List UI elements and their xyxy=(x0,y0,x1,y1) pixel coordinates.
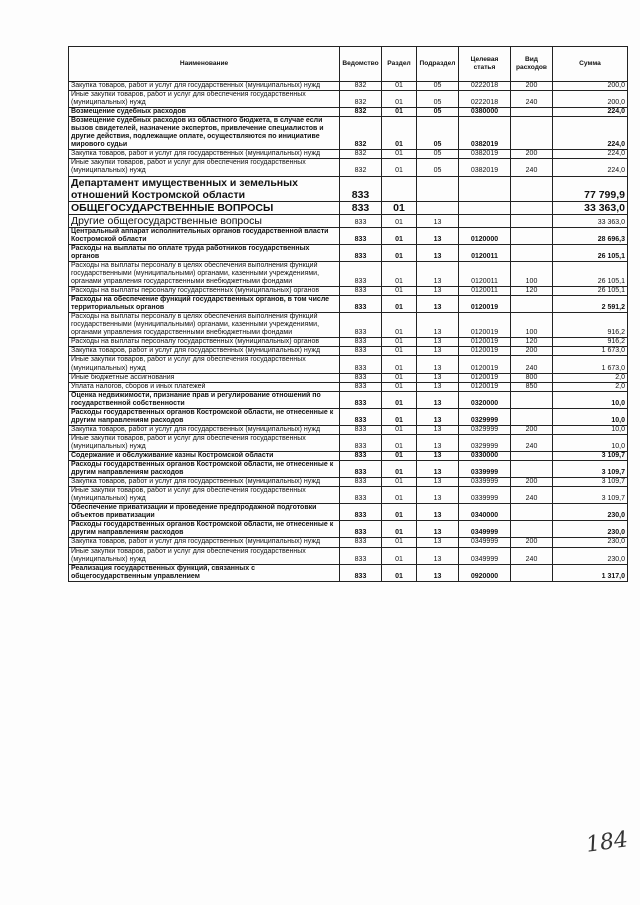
cell-article: 0222018 xyxy=(459,91,511,108)
cell-name: Возмещение судебных расходов из областного бюджета, в случае если вызов свидетелей, назначение экспертов, привлечение специалистов и другие действия, подлежащие оплате, осуществляются по инициативе мирового судьи xyxy=(69,117,340,150)
cell-subsection: 13 xyxy=(417,214,459,227)
cell-name: Расходы государственных органов Костромской области, не отнесенные к другим направлениям расходов xyxy=(69,521,340,538)
cell-subsection: 13 xyxy=(417,382,459,391)
table-row xyxy=(69,487,628,504)
table-row xyxy=(69,461,628,478)
cell-dept: 832 xyxy=(340,108,382,117)
cell-exp-type xyxy=(511,227,553,244)
cell-sum: 230,0 xyxy=(553,538,628,547)
cell-name: Расходы государственных органов Костромской области, не отнесенные к другим направлениям расходов xyxy=(69,461,340,478)
table-row xyxy=(69,296,628,313)
table-row xyxy=(69,91,628,108)
cell-exp-type xyxy=(511,176,553,201)
cell-section: 01 xyxy=(382,313,417,338)
table-row xyxy=(69,244,628,261)
cell-exp-type xyxy=(511,521,553,538)
cell-exp-type: 240 xyxy=(511,547,553,564)
cell-subsection: 13 xyxy=(417,461,459,478)
cell-section: 01 xyxy=(382,91,417,108)
cell-name: Иные закупки товаров, работ и услуг для обеспечения государственных (муниципальных) нужд xyxy=(69,91,340,108)
cell-subsection: 13 xyxy=(417,287,459,296)
cell-dept: 833 xyxy=(340,338,382,347)
cell-dept: 833 xyxy=(340,461,382,478)
cell-subsection: 05 xyxy=(417,82,459,91)
cell-exp-type xyxy=(511,214,553,227)
cell-dept: 833 xyxy=(340,564,382,581)
cell-article: 0120019 xyxy=(459,347,511,356)
cell-article: 0349999 xyxy=(459,521,511,538)
cell-exp-type xyxy=(511,244,553,261)
col-header-exp-type: Вид расходов xyxy=(511,47,553,82)
cell-section: 01 xyxy=(382,538,417,547)
cell-name: Иные закупки товаров, работ и услуг для обеспечения государственных (муниципальных) нужд xyxy=(69,159,340,176)
table-row xyxy=(69,82,628,91)
cell-article xyxy=(459,176,511,201)
cell-exp-type: 100 xyxy=(511,313,553,338)
cell-sum: 2 591,2 xyxy=(553,296,628,313)
cell-article: 0329999 xyxy=(459,434,511,451)
cell-sum: 77 799,9 xyxy=(553,176,628,201)
cell-name: Возмещение судебных расходов xyxy=(69,108,340,117)
cell-article: 0120011 xyxy=(459,261,511,286)
cell-name: Центральный аппарат исполнительных органов государственной власти Костромской области xyxy=(69,227,340,244)
cell-dept: 833 xyxy=(340,261,382,286)
table-row xyxy=(69,538,628,547)
cell-sum: 230,0 xyxy=(553,547,628,564)
cell-article: 0330000 xyxy=(459,451,511,460)
col-header-name: Наименование xyxy=(69,47,340,82)
cell-exp-type: 240 xyxy=(511,434,553,451)
cell-subsection: 13 xyxy=(417,244,459,261)
cell-exp-type: 200 xyxy=(511,347,553,356)
cell-section: 01 xyxy=(382,150,417,159)
cell-sum: 200,0 xyxy=(553,91,628,108)
table-row xyxy=(69,159,628,176)
table-row xyxy=(69,201,628,214)
col-header-subsection: Подраздел xyxy=(417,47,459,82)
cell-section: 01 xyxy=(382,391,417,408)
cell-article: 0222018 xyxy=(459,82,511,91)
cell-article: 0329999 xyxy=(459,425,511,434)
cell-article: 0382019 xyxy=(459,150,511,159)
cell-section: 01 xyxy=(382,214,417,227)
table-row xyxy=(69,338,628,347)
table-row xyxy=(69,451,628,460)
cell-section: 01 xyxy=(382,504,417,521)
cell-article: 0120019 xyxy=(459,373,511,382)
cell-dept: 833 xyxy=(340,176,382,201)
cell-name: Иные закупки товаров, работ и услуг для обеспечения государственных (муниципальных) нужд xyxy=(69,356,340,373)
cell-sum: 26 105,1 xyxy=(553,244,628,261)
cell-subsection: 13 xyxy=(417,313,459,338)
cell-name: Закупка товаров, работ и услуг для государственных (муниципальных) нужд xyxy=(69,478,340,487)
cell-article: 0380000 xyxy=(459,108,511,117)
cell-name: Расходы на обеспечение функций государственных органов, в том числе территориальных органов xyxy=(69,296,340,313)
cell-section: 01 xyxy=(382,382,417,391)
cell-sum: 1 317,0 xyxy=(553,564,628,581)
cell-sum: 200,0 xyxy=(553,82,628,91)
cell-dept: 833 xyxy=(340,373,382,382)
cell-sum: 26 105,1 xyxy=(553,287,628,296)
cell-subsection: 13 xyxy=(417,227,459,244)
cell-exp-type xyxy=(511,461,553,478)
cell-subsection: 13 xyxy=(417,356,459,373)
cell-name: Оценка недвижимости, признание прав и регулирование отношений по государственной собственности xyxy=(69,391,340,408)
cell-section: 01 xyxy=(382,108,417,117)
cell-dept: 832 xyxy=(340,117,382,150)
cell-dept: 833 xyxy=(340,214,382,227)
cell-article: 0349999 xyxy=(459,538,511,547)
cell-sum: 28 696,3 xyxy=(553,227,628,244)
cell-sum: 10,0 xyxy=(553,408,628,425)
cell-subsection: 13 xyxy=(417,564,459,581)
cell-name: Закупка товаров, работ и услуг для государственных (муниципальных) нужд xyxy=(69,150,340,159)
cell-dept: 833 xyxy=(340,356,382,373)
cell-exp-type: 200 xyxy=(511,538,553,547)
cell-exp-type xyxy=(511,564,553,581)
cell-section: 01 xyxy=(382,287,417,296)
cell-section: 01 xyxy=(382,434,417,451)
cell-exp-type: 240 xyxy=(511,356,553,373)
cell-sum: 224,0 xyxy=(553,159,628,176)
cell-dept: 833 xyxy=(340,521,382,538)
cell-section: 01 xyxy=(382,451,417,460)
cell-subsection: 13 xyxy=(417,504,459,521)
cell-sum: 26 105,1 xyxy=(553,261,628,286)
cell-subsection: 13 xyxy=(417,434,459,451)
cell-subsection: 13 xyxy=(417,451,459,460)
cell-name: Расходы на выплаты персоналу государственных (муниципальных) органов xyxy=(69,338,340,347)
cell-dept: 833 xyxy=(340,451,382,460)
cell-sum: 1 673,0 xyxy=(553,347,628,356)
cell-sum: 10,0 xyxy=(553,391,628,408)
cell-dept: 833 xyxy=(340,382,382,391)
table-row xyxy=(69,391,628,408)
cell-subsection: 13 xyxy=(417,521,459,538)
table-row xyxy=(69,504,628,521)
cell-exp-type: 850 xyxy=(511,382,553,391)
cell-subsection: 05 xyxy=(417,159,459,176)
cell-exp-type xyxy=(511,504,553,521)
col-header-section: Раздел xyxy=(382,47,417,82)
cell-sum: 33 363,0 xyxy=(553,201,628,214)
cell-section: 01 xyxy=(382,159,417,176)
table-row xyxy=(69,214,628,227)
table-row xyxy=(69,287,628,296)
cell-dept: 833 xyxy=(340,425,382,434)
cell-sum: 3 109,7 xyxy=(553,451,628,460)
cell-section: 01 xyxy=(382,82,417,91)
cell-article: 0339999 xyxy=(459,487,511,504)
cell-dept: 833 xyxy=(340,487,382,504)
cell-subsection: 13 xyxy=(417,408,459,425)
table-row xyxy=(69,425,628,434)
table-row xyxy=(69,227,628,244)
cell-dept: 833 xyxy=(340,227,382,244)
cell-subsection: 13 xyxy=(417,296,459,313)
cell-section: 01 xyxy=(382,356,417,373)
cell-section: 01 xyxy=(382,478,417,487)
cell-subsection: 05 xyxy=(417,108,459,117)
cell-article: 0120019 xyxy=(459,313,511,338)
cell-sum: 916,2 xyxy=(553,338,628,347)
cell-dept: 832 xyxy=(340,150,382,159)
cell-dept: 833 xyxy=(340,287,382,296)
cell-subsection: 05 xyxy=(417,91,459,108)
cell-name: Обеспечение приватизации и проведение предпродажной подготовки объектов приватизации xyxy=(69,504,340,521)
cell-sum: 33 363,0 xyxy=(553,214,628,227)
cell-exp-type xyxy=(511,117,553,150)
cell-exp-type: 200 xyxy=(511,150,553,159)
cell-dept: 833 xyxy=(340,408,382,425)
cell-subsection: 05 xyxy=(417,150,459,159)
cell-name: Расходы на выплаты персоналу в целях обеспечения выполнения функций государственными (муниципальными) органами, казенными учреждениями, органами управления государственными внебюджетными фондами xyxy=(69,261,340,286)
cell-name: Закупка товаров, работ и услуг для государственных (муниципальных) нужд xyxy=(69,82,340,91)
cell-sum: 916,2 xyxy=(553,313,628,338)
cell-section: 01 xyxy=(382,547,417,564)
table-row xyxy=(69,434,628,451)
cell-dept: 833 xyxy=(340,201,382,214)
cell-article: 0339999 xyxy=(459,461,511,478)
table-row xyxy=(69,356,628,373)
cell-section: 01 xyxy=(382,461,417,478)
table-header-row xyxy=(69,47,628,82)
table-row xyxy=(69,382,628,391)
cell-dept: 833 xyxy=(340,434,382,451)
cell-sum: 230,0 xyxy=(553,504,628,521)
cell-article xyxy=(459,214,511,227)
cell-exp-type xyxy=(511,451,553,460)
cell-sum: 2,0 xyxy=(553,373,628,382)
cell-sum: 230,0 xyxy=(553,521,628,538)
cell-section: 01 xyxy=(382,201,417,214)
cell-name: Расходы государственных органов Костромской области, не отнесенные к другим направлениям расходов xyxy=(69,408,340,425)
cell-exp-type: 240 xyxy=(511,91,553,108)
cell-sum: 224,0 xyxy=(553,117,628,150)
table-row xyxy=(69,313,628,338)
cell-article xyxy=(459,201,511,214)
cell-article: 0349999 xyxy=(459,547,511,564)
cell-sum: 224,0 xyxy=(553,108,628,117)
table-row xyxy=(69,117,628,150)
cell-exp-type xyxy=(511,391,553,408)
cell-section: 01 xyxy=(382,338,417,347)
cell-article: 0120011 xyxy=(459,244,511,261)
cell-exp-type: 200 xyxy=(511,478,553,487)
cell-article: 0920000 xyxy=(459,564,511,581)
cell-section: 01 xyxy=(382,521,417,538)
cell-section: 01 xyxy=(382,487,417,504)
cell-name: Закупка товаров, работ и услуг для государственных (муниципальных) нужд xyxy=(69,538,340,547)
cell-name: Иные закупки товаров, работ и услуг для обеспечения государственных (муниципальных) нужд xyxy=(69,487,340,504)
cell-subsection: 13 xyxy=(417,478,459,487)
cell-dept: 833 xyxy=(340,296,382,313)
table-row xyxy=(69,261,628,286)
cell-dept: 833 xyxy=(340,244,382,261)
page-number: 184 xyxy=(584,827,630,858)
cell-section: 01 xyxy=(382,261,417,286)
cell-article: 0120019 xyxy=(459,356,511,373)
cell-article: 0320000 xyxy=(459,391,511,408)
cell-article: 0340000 xyxy=(459,504,511,521)
cell-subsection xyxy=(417,201,459,214)
cell-name: Реализация государственных функций, связанных с общегосударственным управлением xyxy=(69,564,340,581)
cell-dept: 833 xyxy=(340,347,382,356)
cell-sum: 3 109,7 xyxy=(553,461,628,478)
cell-section: 01 xyxy=(382,347,417,356)
cell-exp-type: 120 xyxy=(511,287,553,296)
cell-article: 0120019 xyxy=(459,382,511,391)
cell-name: Содержание и обслуживание казны Костромской области xyxy=(69,451,340,460)
cell-dept: 833 xyxy=(340,313,382,338)
cell-sum: 2,0 xyxy=(553,382,628,391)
cell-exp-type xyxy=(511,108,553,117)
cell-section: 01 xyxy=(382,425,417,434)
table-row xyxy=(69,150,628,159)
cell-exp-type: 200 xyxy=(511,425,553,434)
cell-article: 0382019 xyxy=(459,117,511,150)
cell-name: Иные бюджетные ассигнования xyxy=(69,373,340,382)
cell-dept: 833 xyxy=(340,504,382,521)
table-row xyxy=(69,478,628,487)
cell-article: 0120011 xyxy=(459,287,511,296)
cell-subsection: 13 xyxy=(417,338,459,347)
cell-dept: 833 xyxy=(340,547,382,564)
cell-subsection: 13 xyxy=(417,538,459,547)
cell-exp-type xyxy=(511,296,553,313)
budget-table xyxy=(68,46,628,582)
cell-exp-type: 120 xyxy=(511,338,553,347)
cell-subsection: 13 xyxy=(417,487,459,504)
table-row xyxy=(69,347,628,356)
cell-section: 01 xyxy=(382,564,417,581)
cell-subsection: 13 xyxy=(417,391,459,408)
cell-exp-type: 240 xyxy=(511,487,553,504)
cell-subsection: 13 xyxy=(417,347,459,356)
cell-name: Расходы на выплаты по оплате труда работников государственных органов xyxy=(69,244,340,261)
cell-section: 01 xyxy=(382,227,417,244)
cell-name: Закупка товаров, работ и услуг для государственных (муниципальных) нужд xyxy=(69,347,340,356)
cell-exp-type xyxy=(511,408,553,425)
cell-section: 01 xyxy=(382,373,417,382)
cell-sum: 10,0 xyxy=(553,434,628,451)
cell-article: 0382019 xyxy=(459,159,511,176)
table-row xyxy=(69,521,628,538)
cell-dept: 833 xyxy=(340,391,382,408)
cell-exp-type: 200 xyxy=(511,82,553,91)
col-header-dept: Ведомство xyxy=(340,47,382,82)
cell-name: Иные закупки товаров, работ и услуг для обеспечения государственных (муниципальных) нужд xyxy=(69,547,340,564)
table-body xyxy=(69,82,628,582)
table-row xyxy=(69,108,628,117)
cell-dept: 832 xyxy=(340,91,382,108)
cell-subsection: 13 xyxy=(417,425,459,434)
cell-dept: 832 xyxy=(340,82,382,91)
cell-subsection: 13 xyxy=(417,547,459,564)
cell-subsection: 05 xyxy=(417,117,459,150)
cell-article: 0120019 xyxy=(459,296,511,313)
cell-sum: 10,0 xyxy=(553,425,628,434)
cell-section: 01 xyxy=(382,244,417,261)
cell-name: Уплата налогов, сборов и иных платежей xyxy=(69,382,340,391)
cell-exp-type xyxy=(511,201,553,214)
cell-article: 0120019 xyxy=(459,338,511,347)
col-header-article: Целевая статья xyxy=(459,47,511,82)
cell-name: Департамент имущественных и земельных отношений Костромской области xyxy=(69,176,340,201)
cell-name: Другие общегосударственные вопросы xyxy=(69,214,340,227)
cell-section xyxy=(382,176,417,201)
cell-article: 0339999 xyxy=(459,478,511,487)
cell-subsection: 13 xyxy=(417,261,459,286)
cell-subsection: 13 xyxy=(417,373,459,382)
table-row xyxy=(69,373,628,382)
cell-exp-type: 800 xyxy=(511,373,553,382)
cell-subsection xyxy=(417,176,459,201)
cell-sum: 3 109,7 xyxy=(553,478,628,487)
cell-exp-type: 100 xyxy=(511,261,553,286)
cell-sum: 224,0 xyxy=(553,150,628,159)
cell-section: 01 xyxy=(382,408,417,425)
cell-name: Расходы на выплаты персоналу государственных (муниципальных) органов xyxy=(69,287,340,296)
table-row xyxy=(69,564,628,581)
table-row xyxy=(69,547,628,564)
cell-article: 0120000 xyxy=(459,227,511,244)
table-row xyxy=(69,408,628,425)
cell-sum: 1 673,0 xyxy=(553,356,628,373)
cell-name: ОБЩЕГОСУДАРСТВЕННЫЕ ВОПРОСЫ xyxy=(69,201,340,214)
col-header-sum: Сумма xyxy=(553,47,628,82)
cell-section: 01 xyxy=(382,117,417,150)
cell-name: Иные закупки товаров, работ и услуг для обеспечения государственных (муниципальных) нужд xyxy=(69,434,340,451)
cell-exp-type: 240 xyxy=(511,159,553,176)
cell-dept: 832 xyxy=(340,159,382,176)
cell-section: 01 xyxy=(382,296,417,313)
cell-name: Расходы на выплаты персоналу в целях обеспечения выполнения функций государственными (муниципальными) органами, казенными учреждениями, органами управления государственными внебюджетными фондами xyxy=(69,313,340,338)
cell-dept: 833 xyxy=(340,538,382,547)
cell-article: 0329999 xyxy=(459,408,511,425)
cell-dept: 833 xyxy=(340,478,382,487)
cell-sum: 3 109,7 xyxy=(553,487,628,504)
cell-name: Закупка товаров, работ и услуг для государственных (муниципальных) нужд xyxy=(69,425,340,434)
table-row xyxy=(69,176,628,201)
